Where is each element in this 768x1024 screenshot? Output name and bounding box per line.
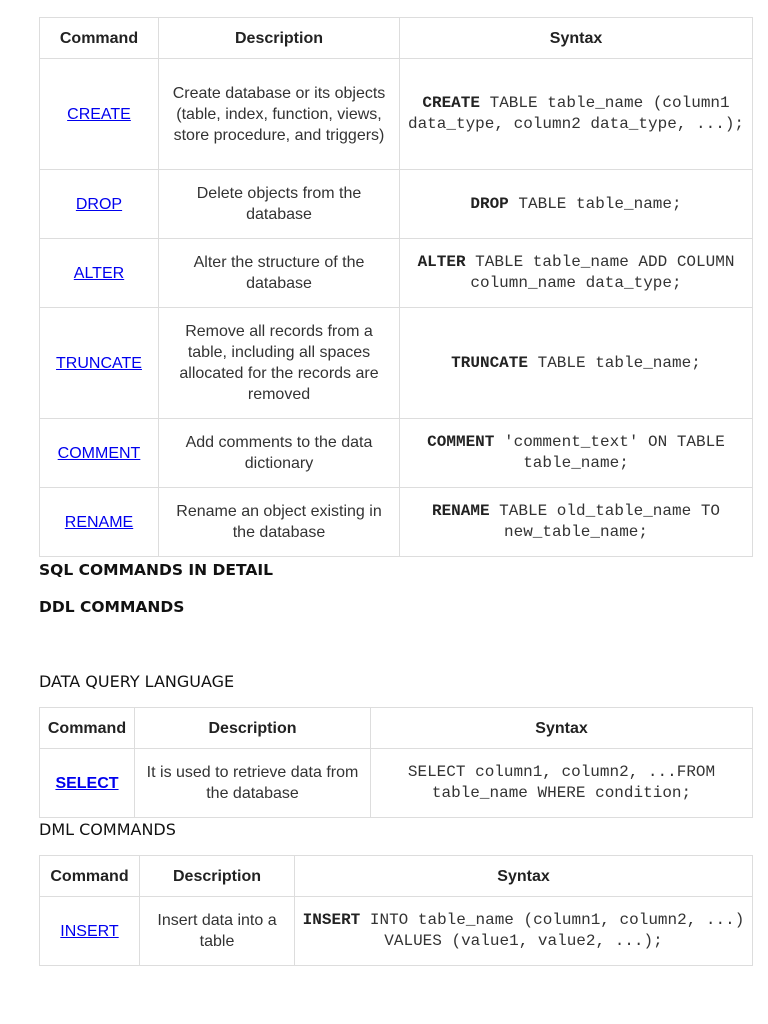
comment-syntax: COMMENT 'comment_text' ON TABLE table_name; — [400, 419, 753, 488]
insert-description: Insert data into a table — [140, 897, 295, 966]
ddl-commands-heading: DDL COMMANDS — [39, 598, 185, 616]
comment-description: Add comments to the data dictionary — [159, 419, 400, 488]
drop-syntax: DROP TABLE table_name; — [400, 170, 753, 239]
dql-heading: DATA QUERY LANGUAGE — [39, 672, 235, 691]
column-header-syntax: Syntax — [400, 18, 753, 59]
table-row — [40, 239, 753, 308]
ddl-commands-table — [39, 17, 753, 557]
column-header-syntax: Syntax — [371, 708, 753, 749]
column-header-description: Description — [140, 856, 295, 897]
dql-commands-table — [39, 707, 753, 818]
column-header-command: Command — [40, 18, 159, 59]
column-header-syntax: Syntax — [295, 856, 753, 897]
column-header-command: Command — [40, 708, 135, 749]
truncate-syntax: TRUNCATE TABLE table_name; — [400, 308, 753, 419]
table-row — [40, 897, 753, 966]
column-header-command: Command — [40, 856, 140, 897]
truncate-description: Remove all records from a table, including all spaces allocated for the records are removed — [159, 308, 400, 419]
alter-description: Alter the structure of the database — [159, 239, 400, 308]
alter-command-link[interactable]: ALTER — [73, 264, 125, 282]
table-header-row — [40, 18, 753, 59]
column-header-description: Description — [159, 18, 400, 59]
truncate-command-link[interactable]: TRUNCATE — [56, 354, 142, 372]
comment-command-link[interactable]: COMMENT — [57, 444, 141, 462]
insert-syntax: INSERT INTO table_name (column1, column2, ...) VALUES (value1, value2, ...); — [295, 897, 753, 966]
table-row — [40, 170, 753, 239]
select-description: It is used to retrieve data from the database — [135, 749, 371, 818]
alter-syntax: ALTER TABLE table_name ADD COLUMN column_name data_type; — [400, 239, 753, 308]
table-header-row — [40, 708, 753, 749]
dml-commands-table — [39, 855, 753, 966]
create-command-link[interactable]: CREATE — [67, 105, 131, 123]
table-row — [40, 419, 753, 488]
table-row — [40, 488, 753, 557]
create-description: Create database or its objects (table, index, function, views, store procedure, and triggers) — [159, 59, 400, 170]
rename-command-link[interactable]: RENAME — [64, 513, 134, 531]
drop-command-link[interactable]: DROP — [75, 195, 123, 213]
dml-commands-heading: DML COMMANDS — [39, 820, 176, 839]
table-header-row — [40, 856, 753, 897]
sql-commands-heading: SQL COMMANDS IN DETAIL — [39, 561, 274, 579]
table-row — [40, 308, 753, 419]
table-row — [40, 749, 753, 818]
drop-description: Delete objects from the database — [159, 170, 400, 239]
rename-syntax: RENAME TABLE old_table_name TO new_table_name; — [400, 488, 753, 557]
table-row — [40, 59, 753, 170]
select-syntax: SELECT column1, column2, ...FROM table_name WHERE condition; — [371, 749, 753, 818]
select-command-link[interactable]: SELECT — [55, 774, 119, 792]
rename-description: Rename an object existing in the database — [159, 488, 400, 557]
column-header-description: Description — [135, 708, 371, 749]
create-syntax: CREATE TABLE table_name (column1 data_type, column2 data_type, ...); — [400, 59, 753, 170]
insert-command-link[interactable]: INSERT — [60, 922, 119, 940]
